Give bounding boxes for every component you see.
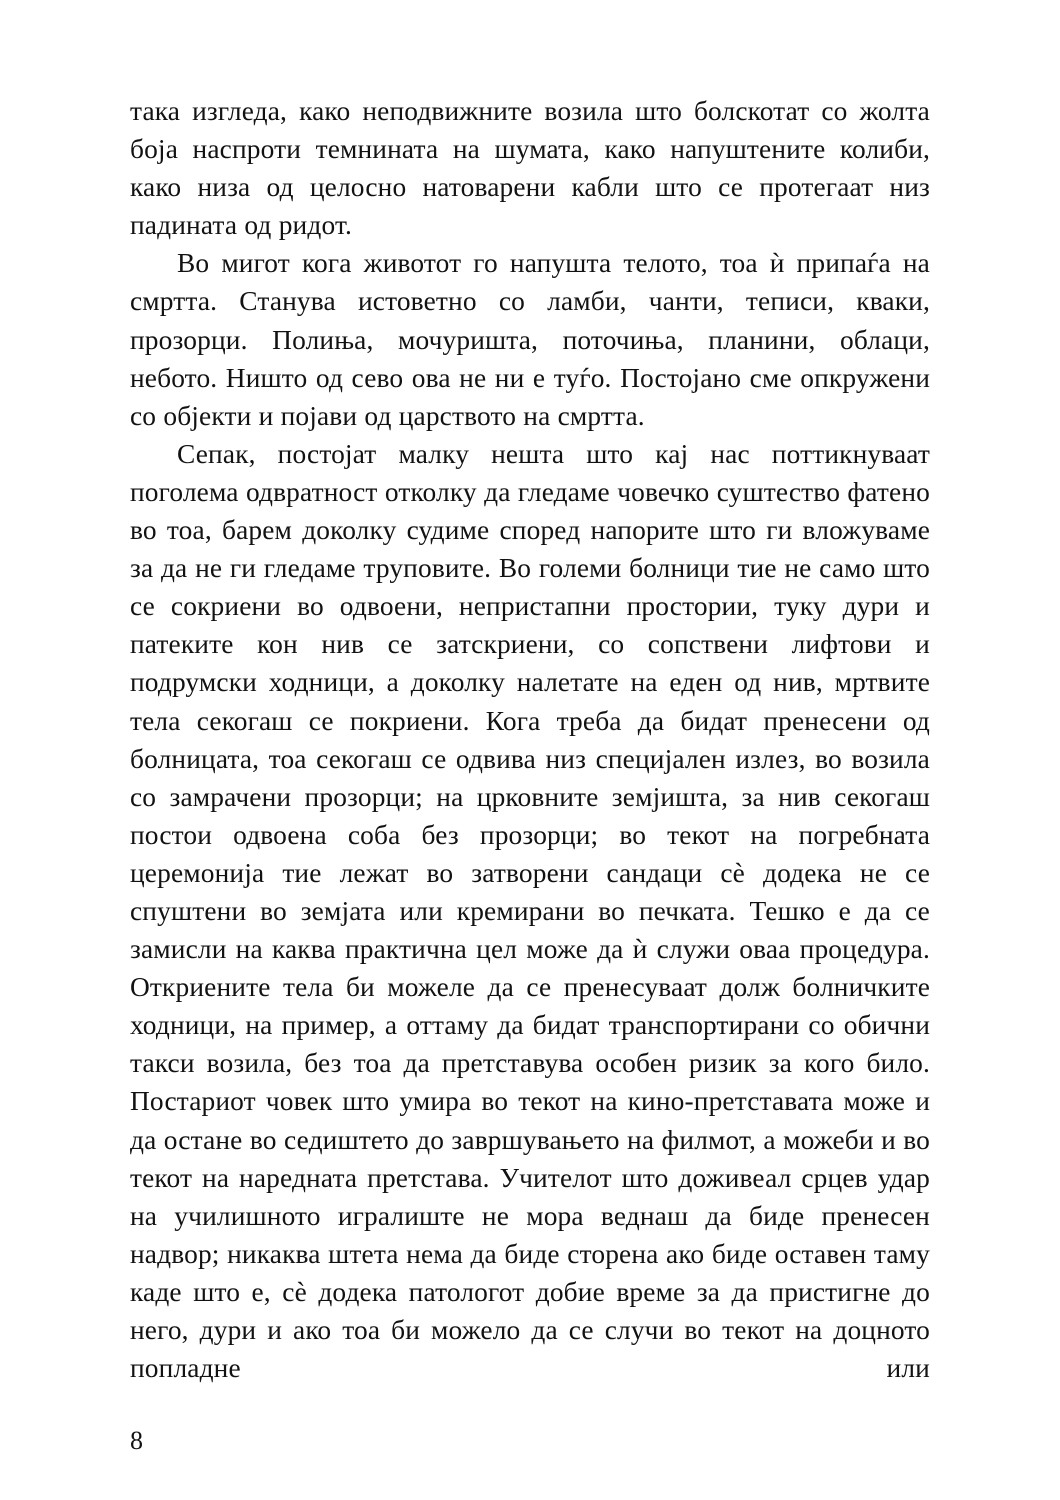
- paragraph-2: Во мигот кога животот го напушта телото, тоа ѝ припаѓа на смртта. Станува истоветно со ламби, чанти, теписи, кваки, прозорци. Полиња, мочуришта, поточиња, планини, облаци, небото. Ништо од сево ова не ни е туѓо. Постојано сме опкружени со објекти и појави од царството на смртта.: [130, 248, 930, 431]
- paragraph-1: така изгледа, како неподвижните возила што болскотат со жолта боја наспроти темнината на шумата, како напуштените колиби, како низа од целосно натоварени кабли што се протегаат низ падината од ридот.: [130, 96, 930, 241]
- body-text-column: [130, 92, 930, 1425]
- page-number: 8: [130, 1426, 143, 1455]
- paragraph-3: Сепак, постојат малку нешта што кај нас поттикнуваат поголема одвратност отколку да гледаме човечко суштество фатено во тоа, барем доколку судиме според напорите што ги вложуваме за да не ги гледаме труповите. Во големи болници тие не само што се сокриени во одвоени, непристапни простории, туку дури и патеките кон нив се затскриени, со сопствени лифтови и подрумски ходници, а доколку налетате на еден од нив, мртвите тела секогаш се покриени. Кога треба да бидат пренесени од болницата, тоа секогаш се одвива низ специјален излез, во возила со замрачени прозорци; на црковните земјишта, за нив секогаш постои одвоена соба без прозорци; во текот на погребната церемонија тие лежат во затворени сандаци сѐ додека не се спуштени во земјата или кремирани во печката. Тешко е да се замисли на каква практична цел може да ѝ служи оваа процедура. Откриените тела би можеле да се пренесуваат долж болничките ходници, на пример, а оттаму да бидат транспортирани со обични такси возила, без тоа да претставува особен ризик за кого било. Постариот човек што умира во текот на кино-претставата може и да остане во седиштето до завршувањето на филмот, а можеби и во текот на наредната претстава. Учителот што доживеал срцев удар на училишното игралиште не мора веднаш да биде пренесен надвор; никаква штета нема да биде сторена ако биде оставен таму каде што е, сѐ додека патологот добие време за да пристигне до него, дури и ако тоа би можело да се случи во текот на доцното попладне или: [130, 438, 930, 1384]
